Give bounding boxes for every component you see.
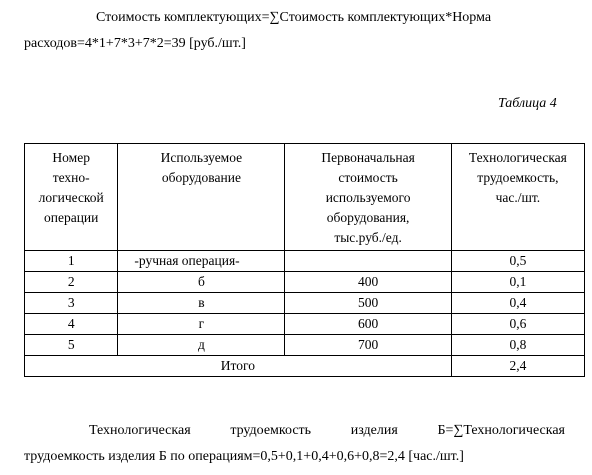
paragraph2-word: изделия — [350, 423, 398, 438]
cell-labor-intensity: 0,5 — [451, 251, 584, 272]
cell-operation-number: 2 — [25, 272, 118, 293]
header-labor-intensity: Технологическая трудоемкость, час./шт. — [451, 144, 584, 251]
cell-labor-intensity: 0,4 — [451, 293, 584, 314]
cell-equipment: д — [118, 335, 285, 356]
cell-operation-number: 4 — [25, 314, 118, 335]
paragraph2-line1 — [89, 423, 565, 439]
total-value: 2,4 — [451, 356, 584, 377]
header-equipment: Используемое оборудование — [118, 144, 285, 251]
cell-equipment: г — [118, 314, 285, 335]
cell-initial-cost — [285, 251, 451, 272]
cell-labor-intensity: 0,1 — [451, 272, 584, 293]
cell-equipment: -ручная операция- — [118, 251, 285, 272]
cell-initial-cost: 500 — [285, 293, 451, 314]
table-total-row — [25, 356, 585, 377]
cell-operation-number: 5 — [25, 335, 118, 356]
paragraph2-word: Б=∑Технологическая — [437, 423, 565, 438]
cell-equipment: в — [118, 293, 285, 314]
table-caption: Таблица 4 — [498, 96, 557, 111]
table-row — [25, 335, 585, 356]
paragraph1-line1: Стоимость комплектующих=∑Стоимость комплектующих*Норма — [96, 10, 492, 25]
paragraph2-word: Технологическая — [89, 423, 191, 438]
table-body — [25, 251, 585, 377]
table-row — [25, 272, 585, 293]
paragraph1-line2: расходов=4*1+7*3+7*2=39 [руб./шт.] — [24, 36, 246, 51]
cell-initial-cost: 400 — [285, 272, 451, 293]
cell-operation-number: 1 — [25, 251, 118, 272]
cell-labor-intensity: 0,8 — [451, 335, 584, 356]
table-header-row — [25, 144, 585, 251]
table-row — [25, 293, 585, 314]
equipment-table — [24, 143, 585, 377]
total-label: Итого — [25, 356, 452, 377]
paragraph2-line2: трудоемкость изделия Б по операциям=0,5+0,1+0,4+0,6+0,8=2,4 [час./шт.] — [24, 449, 464, 464]
header-operation-number: Номер техно- логической операции — [25, 144, 118, 251]
cell-operation-number: 3 — [25, 293, 118, 314]
table-row — [25, 251, 585, 272]
cell-labor-intensity: 0,6 — [451, 314, 584, 335]
paragraph2-word: трудоемкость — [230, 423, 312, 438]
header-initial-cost: Первоначальная стоимость используемого оборудования, тыс.руб./ед. — [285, 144, 451, 251]
cell-initial-cost: 700 — [285, 335, 451, 356]
table-row — [25, 314, 585, 335]
cell-initial-cost: 600 — [285, 314, 451, 335]
cell-equipment: б — [118, 272, 285, 293]
